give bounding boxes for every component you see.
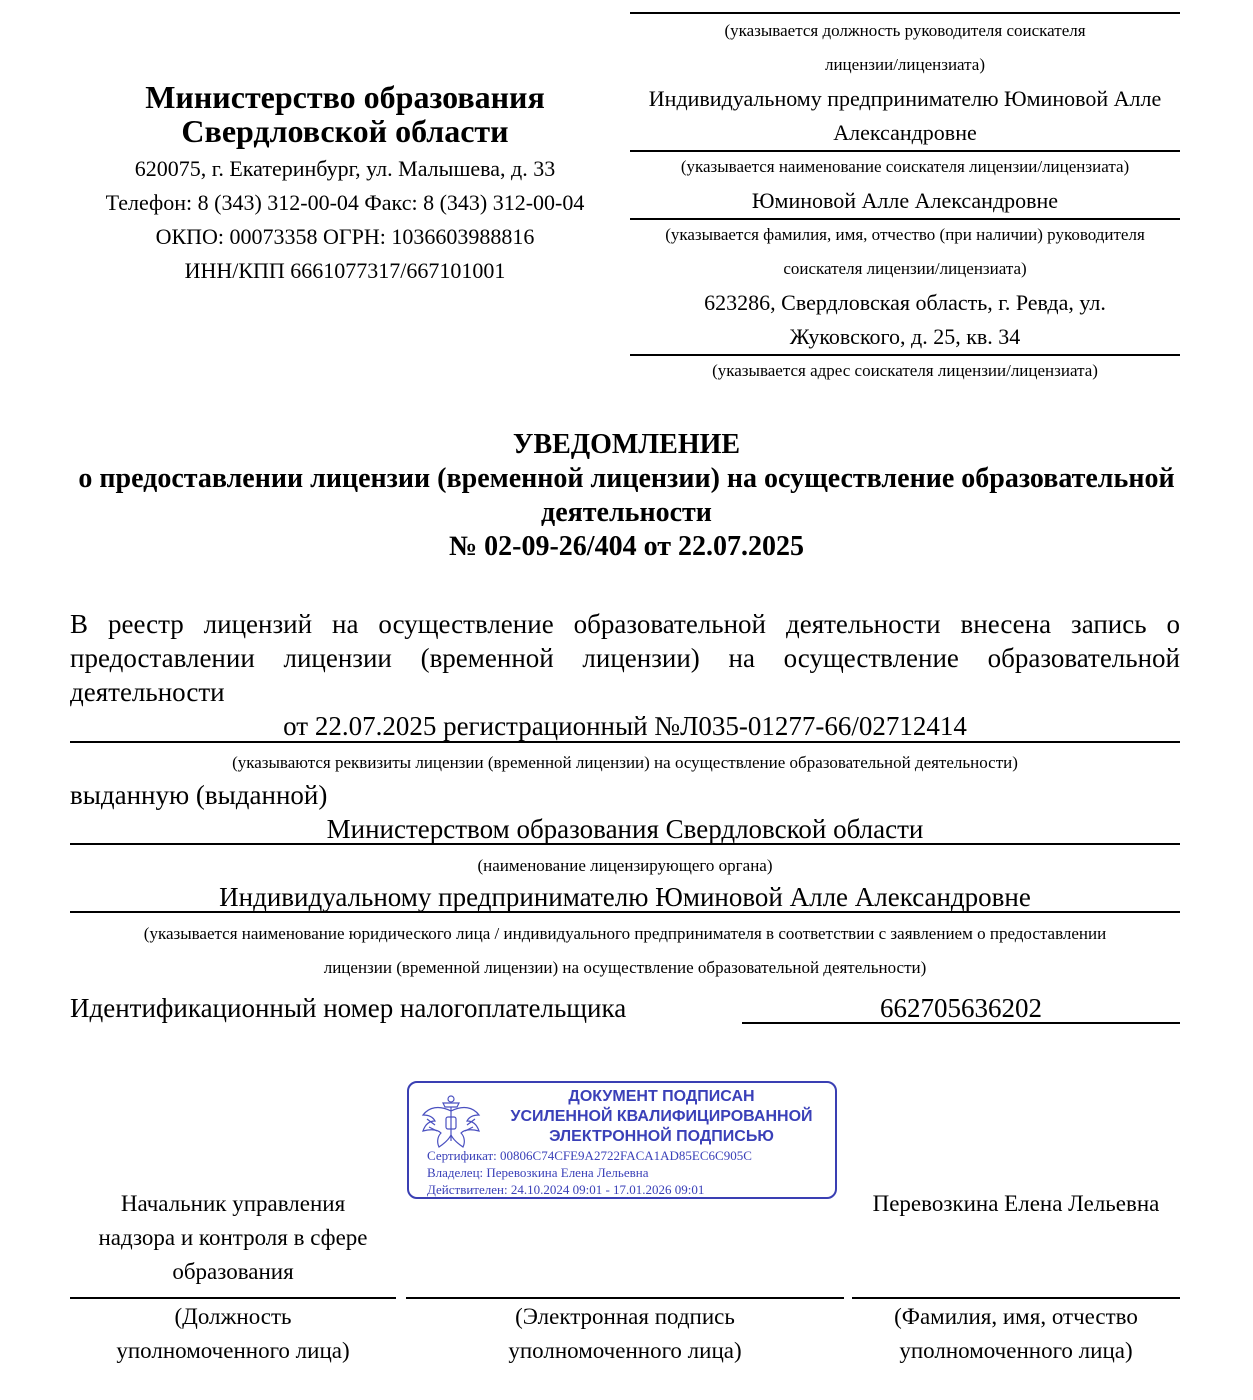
licensee-caption-1: (указывается наименование юридического лица / индивидуального предпринимателя в соответствии с заявлением о предоставлении [143,924,1107,943]
stamp-owner: Владелец: Перевозкина Елена Лельевна [427,1165,649,1180]
license-details-underline [70,741,1180,743]
signature-underline [406,1297,844,1299]
licensee-underline [70,911,1180,913]
recipient-block [630,14,1180,388]
caption-position [70,1300,396,1368]
signer-position-line1: Начальник управления [120,1191,346,1216]
stamp-heading-line3: ЭЛЕКТРОННОЙ ПОДПИСЬЮ [549,1128,774,1145]
stamp-heading-line2: УСИЛЕННОЙ КВАЛИФИЦИРОВАННОЙ [510,1108,813,1125]
ministry-title [70,80,620,148]
licensee-name: Индивидуальному предпринимателю Юминовой Алле Александровне [219,882,1031,912]
caption-position-line2: уполномоченного лица) [116,1338,350,1363]
caption-signature-line1: (Электронная подпись [515,1304,735,1329]
recipient-head-underline [630,218,1180,220]
coat-of-arms-icon [419,1091,483,1151]
electronic-signature-stamp [407,1081,837,1199]
recipient-name-line1: Индивидуальному предпринимателю Юминовой Алле [648,86,1162,111]
caption-signature [406,1300,844,1368]
signer-position-line3: образования [172,1259,294,1284]
recipient-position-caption-2: лицензии/лицензиата) [824,55,986,74]
recipient-name-underline [630,150,1180,152]
ministry-contacts [70,152,620,288]
notice-number: № 02-09-26/404 от 22.07.2025 [449,531,804,562]
ministry-title-line1: Министерство образования [145,79,545,115]
notice-subtitle-line2: деятельности [541,497,712,528]
recipient-head-name: Юминовой Алле Александровне [751,188,1059,213]
issuer-caption: (наименование лицензирующего органа) [477,856,773,875]
notice-title-block [40,428,1213,564]
recipient-head-caption-1: (указывается фамилия, имя, отчество (при наличии) руководителя [665,225,1145,244]
stamp-heading-line1: ДОКУМЕНТ ПОДПИСАН [568,1088,755,1105]
issued-label: выданную (выданной) [70,780,328,810]
caption-name [852,1300,1180,1368]
notice-title: УВЕДОМЛЕНИЕ [512,429,741,460]
stamp-heading [489,1087,834,1147]
recipient-address-line1: 623286, Свердловская область, г. Ревда, ул. [704,290,1106,315]
recipient-name-line2: Александровне [833,120,977,145]
caption-name-line2: уполномоченного лица) [899,1338,1133,1363]
license-details-caption: (указываются реквизиты лицензии (временной лицензии) на осуществление образовательной деятельности) [232,753,1018,772]
stamp-details [427,1147,832,1198]
licensee-caption-2: лицензии (временной лицензии) на осуществление образовательной деятельности) [323,958,927,977]
ministry-inn-kpp: ИНН/КПП 6661077317/667101001 [184,258,506,283]
recipient-name-caption: (указывается наименование соискателя лицензии/лицензиата) [680,157,1130,176]
signer-name: Перевозкина Елена Лельевна [872,1191,1160,1216]
recipient-position-caption-1: (указывается должность руководителя соискателя [724,21,1086,40]
recipient-head-caption-2: соискателя лицензии/лицензиата) [783,259,1027,278]
signer-position-underline [70,1297,396,1299]
issuer-underline [70,843,1180,845]
signer-position-line2: надзора и контроля в сфере [98,1225,368,1250]
ministry-okpo-ogrn: ОКПО: 00073358 ОГРН: 1036603988816 [155,224,535,249]
license-details: от 22.07.2025 регистрационный №Л035-01277-66/02712414 [283,711,967,741]
body-paragraph: В реестр лицензий на осуществление образовательной деятельности внесена запись о предоставлении лицензии (временной лицензии) на осуществление образовательной деятельности [70,609,1180,707]
signer-position [70,1187,396,1289]
ministry-address: 620075, г. Екатеринбург, ул. Малышева, д. 33 [134,156,556,181]
stamp-validity: Действителен: 24.10.2024 09:01 - 17.01.2026 09:01 [427,1182,705,1197]
signer-name-underline [852,1297,1180,1299]
inn-value: 662705636202 [880,993,1042,1023]
caption-name-line1: (Фамилия, имя, отчество [894,1304,1138,1329]
stamp-certificate: Сертификат: 00806C74CFE9A2722FACA1AD85EC6C905C [427,1148,752,1163]
inn-underline [742,1022,1180,1024]
recipient-address-caption: (указывается адрес соискателя лицензии/лицензиата) [712,361,1098,380]
ministry-phone-fax: Телефон: 8 (343) 312-00-04 Факс: 8 (343) 312-00-04 [105,190,585,215]
caption-position-line1: (Должность [174,1304,292,1329]
ministry-title-line2: Свердловской области [181,113,509,149]
caption-signature-line2: уполномоченного лица) [508,1338,742,1363]
inn-label: Идентификационный номер налогоплательщика [70,993,627,1023]
issuer-name: Министерством образования Свердловской области [326,814,924,844]
notice-subtitle-line1: о предоставлении лицензии (временной лицензии) на осуществление образовательной [78,463,1175,494]
recipient-address-line2: Жуковского, д. 25, кв. 34 [789,324,1021,349]
recipient-address-underline [630,354,1180,356]
